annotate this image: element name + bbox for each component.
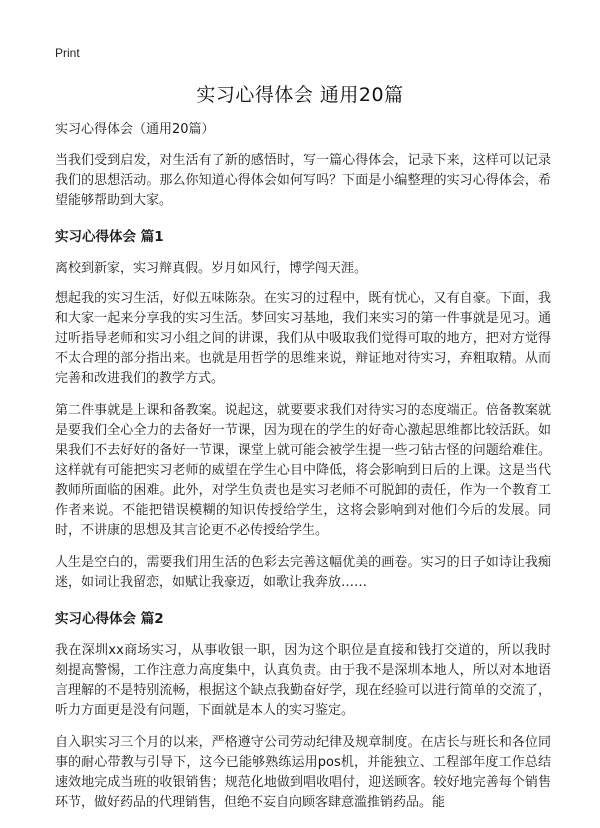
paragraph: 自入职实习三个月的以来，严格遵守公司劳动纪律及规章制度。在店长与班长和各位同事的耐心带教与引导下，这今已能够熟练运用pos机，并能独立、工程部年度工作总结速效地完成当班的收银销售；规范化地做到唱收唱付，迎送顾客。较好地完善每个销售环节，做好药品的代理销售，但绝不妄自向顾客肆意滥推销药品。能 [55,735,551,810]
paragraph: 离校到新家，实习辩真假。岁月如风行，博学闯天涯。 [55,261,368,276]
document-body [55,121,551,823]
paragraph: 想起我的实习生活，好似五味陈杂。在实习的过程中，既有忧心，又有自豪。下面，我和大家一起来分享我的实习生活。梦回实习基地，我们来实习的第一件事就是见习。通过听指导老师和实习小组之间的讲课，我们从中吸取我们觉得可取的地方，把对方觉得不太合理的部分指出来。也就是用哲学的思维来说，辩证地对待实习，弃粗取精。从而完善和改进我们的教学方式。 [55,291,551,386]
print-link[interactable]: Print [55,46,80,60]
section-heading: 实习心得体会 篇1 [55,229,164,245]
document-subtitle: 实习心得体会（通用20篇） [55,122,215,137]
paragraph: 第二件事就是上课和备教案。说起这，就要要求我们对待实习的态度端正。倍备教案就是要我们全心全力的去备好一节课，因为现在的学生的好奇心激起思维都比较活跃。如果我们不去好好的备好一节课，课堂上就可能会被学生提一些刁钻古怪的问题给难住。这样就有可能把实习老师的威望在学生心目中降低，将会影响到日后的上课。这是当代教师所面临的困难。此外，对学生负责也是实习老师不可脱卸的责任，作为一个教育工作者来说。不能把错误模糊的知识传授给学生，这将会影响到对他们今后的发展。同时，不讲康的思想及其言论更不必传授给学生。 [55,403,551,538]
page-title: 实习心得体会 通用20篇 [196,84,404,106]
intro-paragraph: 当我们受到启发，对生活有了新的感悟时，写一篇心得体会，记录下来，这样可以记录我们的思想活动。那么你知道心得体会如何写吗？下面是小编整理的实习心得体会，希望能够帮助到大家。 [55,153,551,208]
section-heading: 实习心得体会 篇2 [55,611,164,627]
paragraph: 人生是空白的，需要我们用生活的色彩去完善这幅优美的画卷。实习的日子如诗让我痴迷，如词让我留恋，如赋让我豪迈，如歌让我奔放…… [55,555,551,590]
paragraph: 我在深圳xx商场实习，从事收银一职，因为这个职位是直接和钱打交道的，所以我时刻提高警惕，工作注意力高度集中，认真负责。由于我不是深圳本地人，所以对本地语言理解的不是特别流畅，根据这个缺点我勤奋好学，现在经验可以进行简单的交流了，听力方面更是没有问题，下面就是本人的实习鉴定。 [55,643,551,718]
